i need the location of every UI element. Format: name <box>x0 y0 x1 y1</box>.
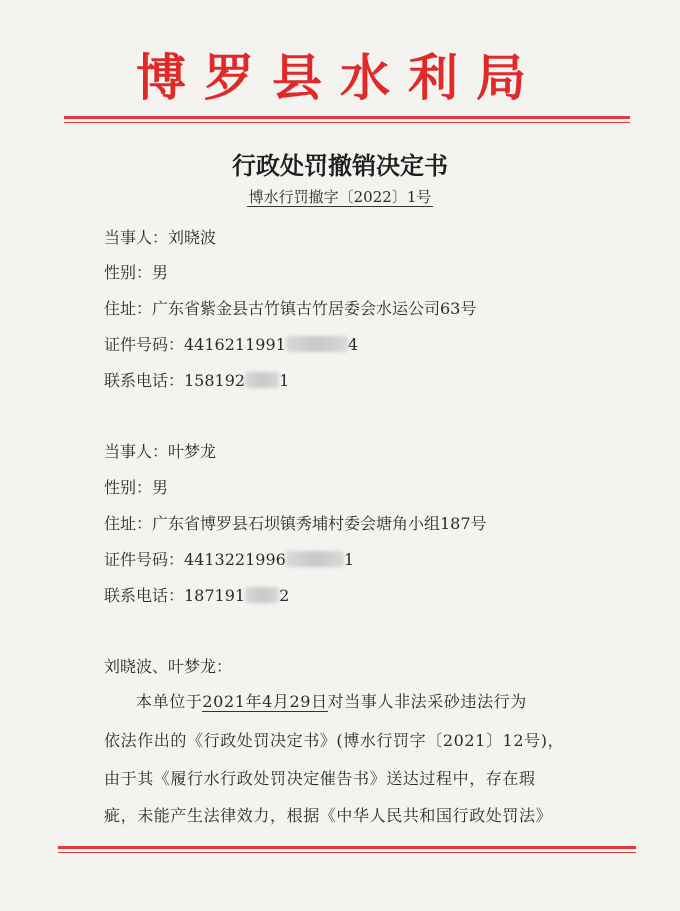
decision-date: 2021年4月29日 <box>202 692 328 711</box>
body-line-1-b: 对当事人非法采砂违法行为 <box>327 692 527 711</box>
redaction-mask <box>286 336 348 352</box>
document-number <box>0 186 680 207</box>
party2-gender: 性别：男 <box>104 478 169 497</box>
body-line-4: 疵，未能产生法律效力，根据《中华人民共和国行政处罚法》 <box>104 806 553 825</box>
body-line-1-a: 本单位于 <box>136 692 203 711</box>
party1-id <box>104 332 358 355</box>
body-line-2: 依法作出的《行政处罚决定书》(博水行罚字〔2021〕12号)， <box>104 731 565 750</box>
party2-address: 住址：广东省博罗县石坝镇秀埔村委会塘角小组187号 <box>104 514 487 533</box>
red-rule-top-thick <box>64 116 630 119</box>
redaction-mask <box>286 551 344 567</box>
body-line-3: 由于其《履行水行政处罚决定催告书》送达过程中，存在瑕 <box>104 769 536 788</box>
org-header: 博罗县水利局 <box>136 49 544 107</box>
document-title: 行政处罚撤销决定书 <box>232 151 448 180</box>
redaction-mask <box>245 372 279 388</box>
party1-id-prefix: 证件号码：4416211991 <box>104 335 286 354</box>
party2-phone-prefix: 联系电话：187191 <box>104 586 246 605</box>
party1-name: 当事人：刘晓波 <box>104 228 217 247</box>
party2-phone <box>104 583 289 606</box>
party2-id <box>104 547 354 570</box>
party2-phone-suffix: 2 <box>279 586 290 605</box>
party1-gender: 性别：男 <box>104 263 169 282</box>
body-line-1 <box>136 689 527 712</box>
party1-id-suffix: 4 <box>347 335 358 354</box>
red-rule-bottom-thin <box>58 852 636 853</box>
red-rule-bottom-thick <box>58 846 636 849</box>
salutation: 刘晓波、叶梦龙： <box>104 657 233 676</box>
party1-phone-prefix: 联系电话：158192 <box>104 371 246 390</box>
party2-name: 当事人：叶梦龙 <box>104 442 217 461</box>
red-rule-top-thin <box>64 122 630 123</box>
party1-address: 住址：广东省紫金县古竹镇古竹居委会水运公司63号 <box>104 299 477 318</box>
document-number-text: 博水行罚撤字〔2022〕1号 <box>248 188 432 206</box>
party2-id-prefix: 证件号码：4413221996 <box>104 550 286 569</box>
party1-phone <box>104 368 289 391</box>
party2-id-suffix: 1 <box>343 550 354 569</box>
party1-phone-suffix: 1 <box>279 371 290 390</box>
redaction-mask <box>245 587 279 603</box>
